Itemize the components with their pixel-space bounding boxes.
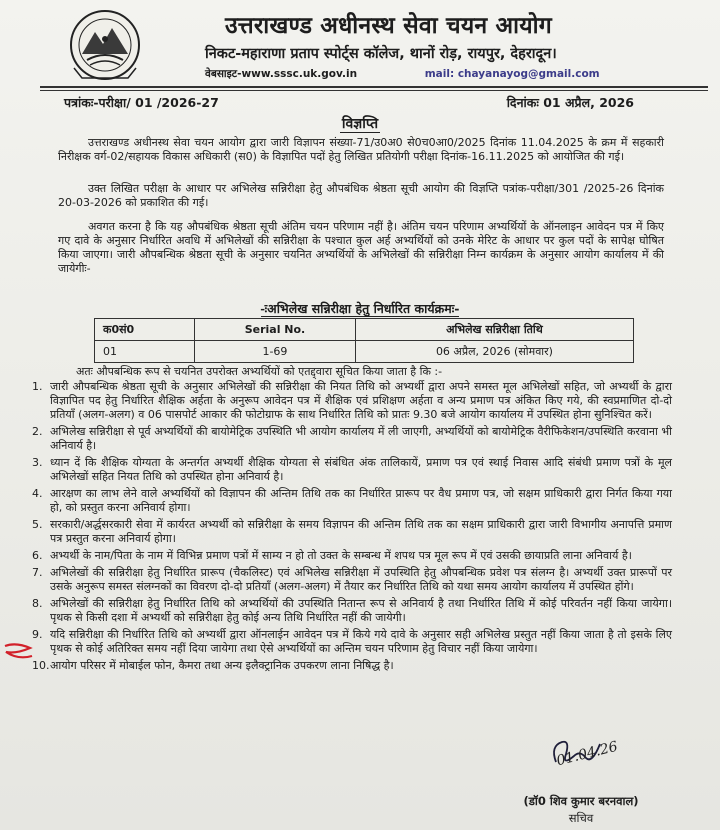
notice-title: विज्ञप्ति: [341, 116, 379, 132]
signatory-role: सचिव: [568, 811, 594, 825]
paragraph-2: उक्त लिखित परीक्षा के आधार पर अभिलेख सन्निरीक्षा हेतु औपबंधिक श्रेष्ठता सूची आयोग की विज्ञप्ति पत्रांक-परीक्षा/301 /2025-26 दिनांक 20-03-2026 को प्रकाशित की गई।: [58, 182, 664, 209]
header-rule: [40, 86, 708, 88]
contact-line: [205, 67, 715, 81]
website-text: वेबसाइट-www.sssc.uk.gov.in: [205, 68, 358, 80]
letter-date: दिनांकः 01 अप्रैल, 2026: [506, 95, 634, 110]
uttarakhand-emblem-icon: [62, 8, 148, 82]
list-item: 10. आयोग परिसर में मोबाईल फोन, कैमरा तथा अन्य इलैक्ट्रानिक उपकरण लाना निषिद्ध है।: [32, 659, 394, 672]
list-item: 5. सरकारी/अर्द्धसरकारी सेवा में कार्यरत अभ्यर्थी को सन्निरीक्षा के समय विज्ञापन की अन्तिम तिथि तक का सक्षम प्राधिकारी द्वारा जारी विभागीय अनापत्ति प्रमाण पत्र प्रस्तुत करना अनिवार्य होगा।: [32, 518, 672, 545]
organisation-address: निकट-महाराणा प्रताप स्पोर्ट्स कॉलेज, थानों रोड़, रायपुर, देहरादून।: [205, 46, 557, 62]
list-item: 8. अभिलेखों की सन्निरीक्षा हेतु निर्धारित तिथि को अभ्यर्थियों की उपस्थिति नितान्त रूप से अनिवार्य है तथा निर्धारित तिथि में कोई परिवर्तन नहीं किया जायेगा। पृथक से किसी दशा में अभ्यर्थी को सन्निरीक्षा हेतु कोई अन्य तिथि निर्धारित नहीं की जायेगी।: [32, 597, 672, 624]
header-rule-thin: [40, 90, 708, 91]
schedule-heading: -ःअभिलेख सन्निरीक्षा हेतु निर्धारित कार्यक्रमः-: [260, 301, 460, 316]
list-item: 9. यदि सन्निरीक्षा की निर्धारित तिथि को अभ्यर्थी द्वारा ऑनलाईन आवेदन पत्र में किये गये दावे के अनुसार सही अभिलेख प्रस्तुत नहीं किया जाता है तो इसके लिए पृथक से कोई अतिरिक्त समय नहीं दिया जायेगा तथा ऐसे अभ्यर्थियों का अन्तिम चयन परिणाम हेतु विचार नहीं किया जायेगा।: [32, 628, 672, 655]
red-pen-mark-icon: [2, 640, 36, 664]
letterhead: [205, 8, 715, 81]
column-header: क0सं0: [95, 319, 195, 341]
paragraph-3: अवगत करना है कि यह औपबंधिक श्रेष्ठता सूची अंतिम चयन परिणाम नहीं है। अंतिम चयन परिणाम अभ्यर्थियों के ऑनलाइन आवेदन पत्र में किए गए दावे के अनुसार निर्धारित अवधि में अभिलेखों की सन्निरीक्षा के पश्चात कुल अर्ह अभ्यर्थियों को उनके मेरिट के आधार पर कुल पदों के सापेक्ष घोषित किया जाएगा। जारी औपबन्धिक श्रेष्ठता सूची के अनुसार चयनित अभ्यर्थियों के अभिलेखों की सन्निरीक्षा निम्न कार्यक्रम के अनुसार आयोग कार्यालय में की जायेगीः-: [58, 220, 664, 275]
table-cell: 06 अप्रैल, 2026 (सोमवार): [355, 341, 633, 363]
list-item: 1. जारी औपबन्धिक श्रेष्ठता सूची के अनुसार अभिलेखों की सन्निरीक्षा की नियत तिथि को अभ्यर्थी द्वारा अपने समस्त मूल अभिलेखों सहित, जो अभ्यर्थी के द्वारा विज्ञापित पद हेतु निर्धारित शैक्षिक अर्हता के अनुरूप आवेदन पत्र में शैक्षिक एवं प्रशिक्षण अर्हता व अन्य प्रमाण पत्र अंकित किए गये, की स्वप्रमाणित दो-दो प्रतियाँ (अलग-अलग) व 06 पासपोर्ट आकार की फोटोग्राफ के साथ निर्धारित तिथि को प्रातः 9.30 बजे आयोग कार्यालय में उपस्थित होना सुनिश्चित करें।: [32, 380, 672, 421]
column-header: Serial No.: [195, 319, 356, 341]
table-cell: 1-69: [195, 341, 356, 363]
reference-line: [64, 94, 704, 111]
signatory-name: (डॉ0 शिव कुमार बरनवाल): [523, 794, 639, 808]
list-item: 3. ध्यान दें कि शैक्षिक योग्यता के अन्तर्गत अभ्यर्थी शैक्षिक योग्यता से संबंधित अंक तालिकायें, प्रमाण पत्र एवं स्थाई निवास आदि संबंधी प्रमाण पत्रों के मूल अभिलेखों सहित नियत तिथि को उपस्थित होना अनिवार्य है।: [32, 456, 672, 483]
list-item: 4. आरक्षण का लाभ लेने वाले अभ्यर्थियों को विज्ञापन की अन्तिम तिथि तक का निर्धारित प्रारूप पर वैध प्रमाण पत्र, जो सक्षम प्राधिकारी द्वारा निर्गत किया गया हो, को प्रस्तुत करना अनिवार्य होगा।: [32, 487, 672, 514]
signatory: [476, 794, 686, 826]
table-header-row: [95, 319, 634, 341]
schedule-table: [94, 318, 634, 363]
table-row: [95, 341, 634, 363]
instruction-list: [32, 380, 672, 676]
list-item: 2. अभिलेख सन्निरीक्षा से पूर्व अभ्यर्थियों की बायोमेट्रिक उपस्थिति भी आयोग कार्यालय में ली जाएगी, अभ्यर्थियों को बायोमेट्रिक वैरीफिकेशन/उपस्थिति करवाना भी अनिवार्य है।: [32, 425, 672, 452]
email-text: mail: chayanayog@gmail.com: [424, 68, 600, 80]
organisation-name: उत्तराखण्ड अधीनस्थ सेवा चयन आयोग: [225, 13, 552, 39]
column-header: अभिलेख सन्निरीक्षा तिथि: [355, 319, 633, 341]
instructions-intro: अतः औपबन्धिक रूप से चयनित उपरोक्त अभ्यर्थियों को एतद्द्वारा सूचित किया जाता है कि :-: [76, 365, 443, 378]
table-cell: 01: [95, 341, 195, 363]
handwritten-date: 01.04.26: [554, 738, 620, 770]
list-item: 7. अभिलेखों की सन्निरीक्षा हेतु निर्धारित प्रारूप (चैकलिस्ट) एवं अभिलेख सन्निरीक्षा में उपस्थिति हेतु औपबन्धिक प्रवेश पत्र संलग्न है। अभ्यर्थी उक्त प्रारूपों पर उसके अनुरूप समस्त संलग्नकों का विवरण दो-दो प्रतियाँ (अलग-अलग) में तैयार कर निर्धारित तिथि को यथा समय आयोग कार्यालय में उपस्थित होंगे।: [32, 566, 672, 593]
list-item: 6. अभ्यर्थी के नाम/पिता के नाम में विभिन्न प्रमाण पत्रों में साम्य न हो तो उक्त के सम्बन्ध में शपथ पत्र मूल रूप में एवं उसकी छायाप्रति लाना अनिवार्य है।: [32, 549, 632, 562]
paragraph-1: उत्तराखण्ड अधीनस्थ सेवा चयन आयोग द्वारा जारी विज्ञापन संख्या-71/उ0अ0 से0च0आ0/2025 दिनांक 11.04.2025 के क्रम में सहकारी निरीक्षक वर्ग-02/सहायक विकास अधिकारी (स0) के विज्ञापित पदों हेतु लिखित प्रतियोगी परीक्षा दिनांक-16.11.2025 को आयोजित की गई।: [58, 136, 664, 163]
letter-number: पत्रांकः-परीक्षा/ 01 /2026-27: [64, 95, 219, 110]
